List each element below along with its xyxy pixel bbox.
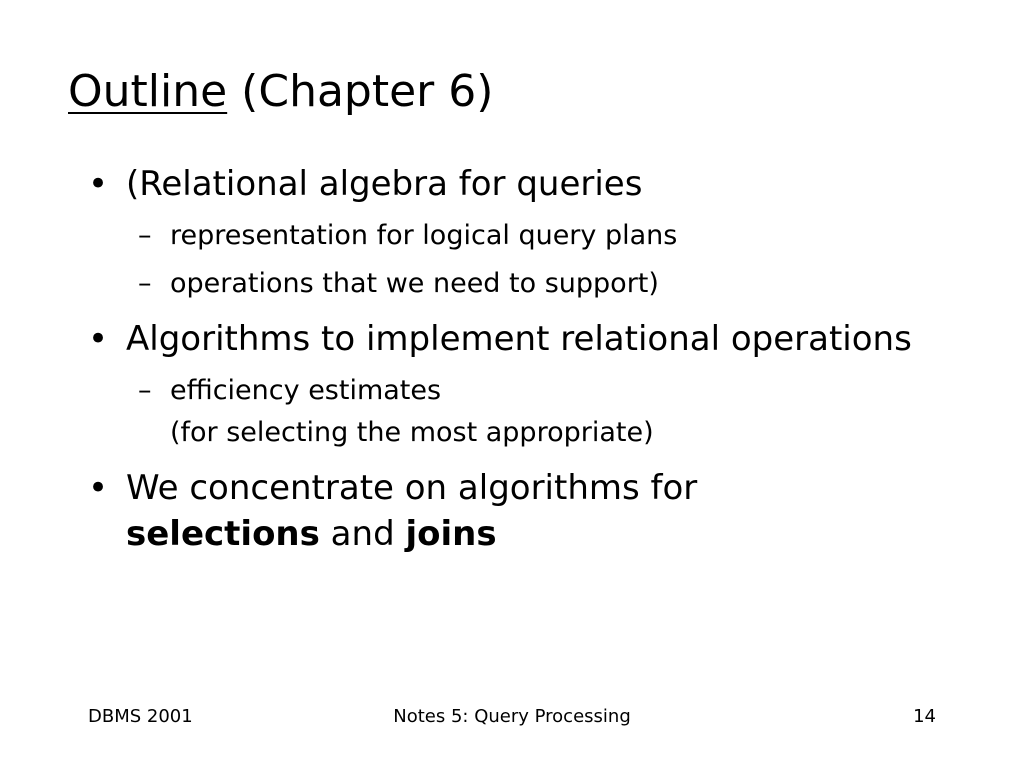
dash-icon: – [138,220,152,251]
bullet-icon: • [88,468,109,508]
bullet-item-3 [88,466,698,510]
sub-item-text: (for selecting the most appropriate) [170,417,654,448]
slide-number: 14 [913,706,936,727]
sub-item [138,264,659,304]
bullet-icon: • [88,164,109,204]
bullet-item-3-continuation [126,512,497,556]
bullet-icon: • [88,319,109,359]
sub-item-text: operations that we need to support) [170,268,659,299]
bullet-text: (Relational algebra for queries [126,164,643,204]
sub-item-text: efficiency estimates [170,375,442,406]
slide-title [68,62,493,122]
sub-item-text: representation for logical query plans [170,220,678,251]
bullet-text: We concentrate on algorithms for [126,468,698,508]
footer-center: Notes 5: Query Processing [393,706,631,727]
connector-text: and [319,514,406,554]
bullet-item-2 [88,317,912,361]
dash-icon: – [138,268,152,299]
bold-term-selections: selections [126,514,320,554]
sub-item [138,216,678,256]
dash-icon: – [138,375,152,406]
title-underlined: Outline [68,66,228,117]
title-rest: (Chapter 6) [227,66,494,117]
footer-left: DBMS 2001 [88,706,193,727]
sub-item-continuation [170,413,654,453]
bullet-text: Algorithms to implement relational operations [126,319,912,359]
sub-item [138,371,442,411]
bullet-item-1 [88,162,643,206]
bold-term-joins: joins [405,514,497,554]
